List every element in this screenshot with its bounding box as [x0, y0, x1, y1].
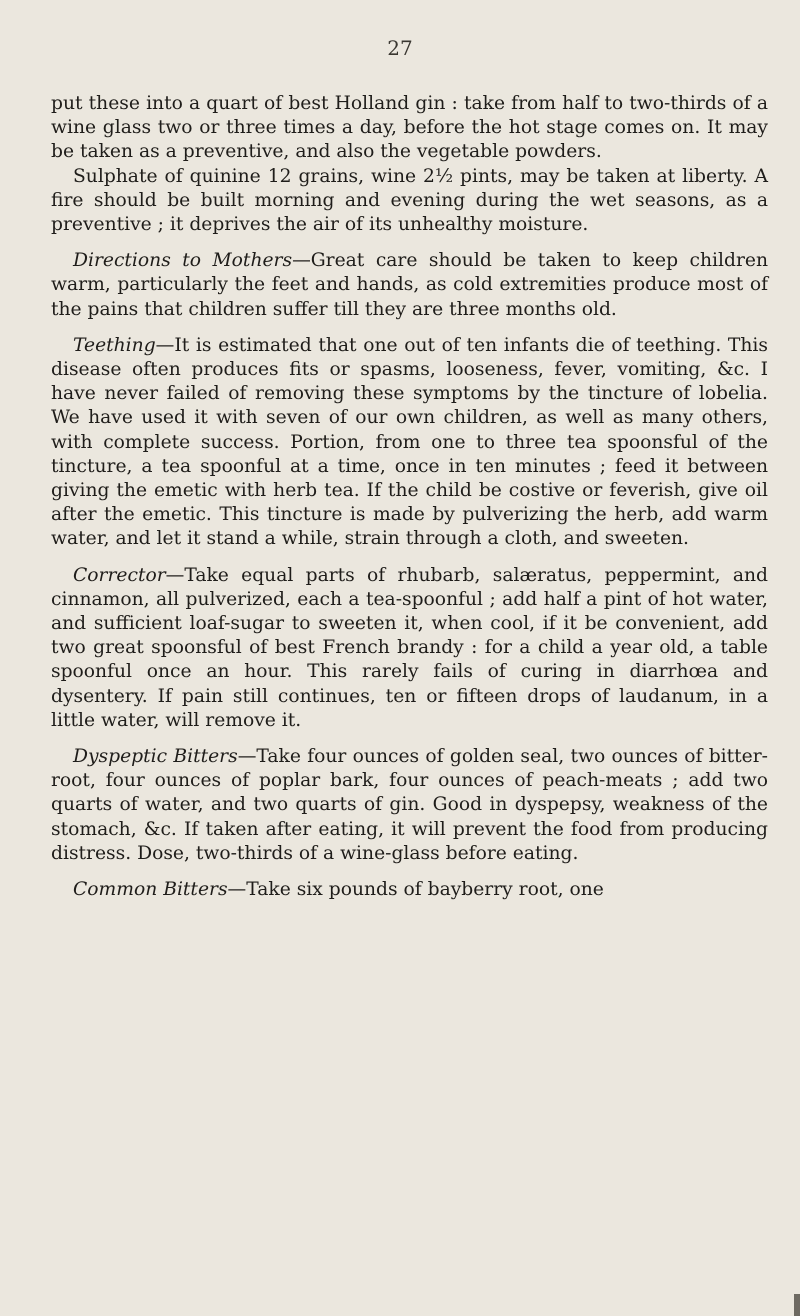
paragraph-text: Sulphate of quinine 12 grains, wine 2½ pints, may be taken at liberty. A fire should be built morning and evening during the wet seasons, as a preventive ; it deprives the air of its unhealthy moisture. — [51, 165, 768, 236]
paragraph-directions-to-mothers — [51, 249, 768, 322]
paragraph-intro — [51, 92, 768, 165]
paragraph-text: —It is estimated that one out of ten infants die of teething. This disease often produces fits or spasms, looseness, fever, vomiting, &c. I have never failed of removing these symptoms by the tincture of lobelia. We have used it with seven of our own children, as well as many others, with complete success. Portion, from one to three tea spoonsful of the tincture, a tea spoonful at a time, once in ten minutes ; feed it between giving the emetic with herb tea. If the child be costive or feverish, give oil after the emetic. This tincture is made by pulverizing the herb, add warm water, and let it stand a while, strain through a cloth, and sweeten. — [51, 334, 768, 550]
paragraph-text: —Great care should be taken to keep children warm, particularly the feet and hands, as cold extremities produce most of the pains that children suffer till they are three months old. — [51, 250, 768, 320]
paragraph-quinine — [51, 165, 768, 238]
paragraph-heading: Common Bitters — [73, 879, 228, 901]
paragraph-dyspeptic-bitters — [51, 745, 768, 866]
page-number: 27 — [387, 36, 413, 60]
paragraph-text: —Take four ounces of golden seal, two ounces of bitter-root, four ounces of poplar bark, four ounces of peach-meats ; add two quarts of water, and two quarts of gin. Good in dyspepsy, weakness of the stomach, &c. If taken after eating, it will prevent the food from producing distress. Dose, two-thirds of a wine-glass before eating. — [51, 746, 768, 864]
paragraph-text: —Take six pounds of bayberry root, one — [227, 879, 604, 901]
paragraph-heading: Teething — [73, 334, 156, 356]
paragraph-corrector — [51, 564, 768, 733]
paragraph-heading: Corrector — [73, 564, 166, 586]
paragraph-heading: Dyspeptic Bitters — [73, 746, 238, 768]
paragraph-common-bitters — [51, 878, 768, 902]
paragraph-heading: Directions to Mothers — [73, 250, 293, 272]
body-text — [51, 92, 768, 902]
page-edge-mark — [794, 1294, 800, 1316]
paragraph-teething — [51, 334, 768, 552]
paragraph-text: —Take equal parts of rhubarb, salæratus, peppermint, and cinnamon, all pulverized, each a tea-spoonful ; add half a pint of hot water, and sufficient loaf-sugar to sweeten it, when cool, if it be convenient, add two great spoonsful of best French brandy : for a child a year old, a table spoonful once an hour. This rarely fails of curing in diarrhœa and dysentery. If pain still continues, ten or fifteen drops of laudanum, in a little water, will remove it. — [51, 564, 768, 731]
paragraph-text: put these into a quart of best Holland gin : take from half to two-thirds of a wine glass two or three times a day, before the hot stage comes on. It may be taken as a preventive, and also the vegetable powders. — [51, 93, 768, 163]
